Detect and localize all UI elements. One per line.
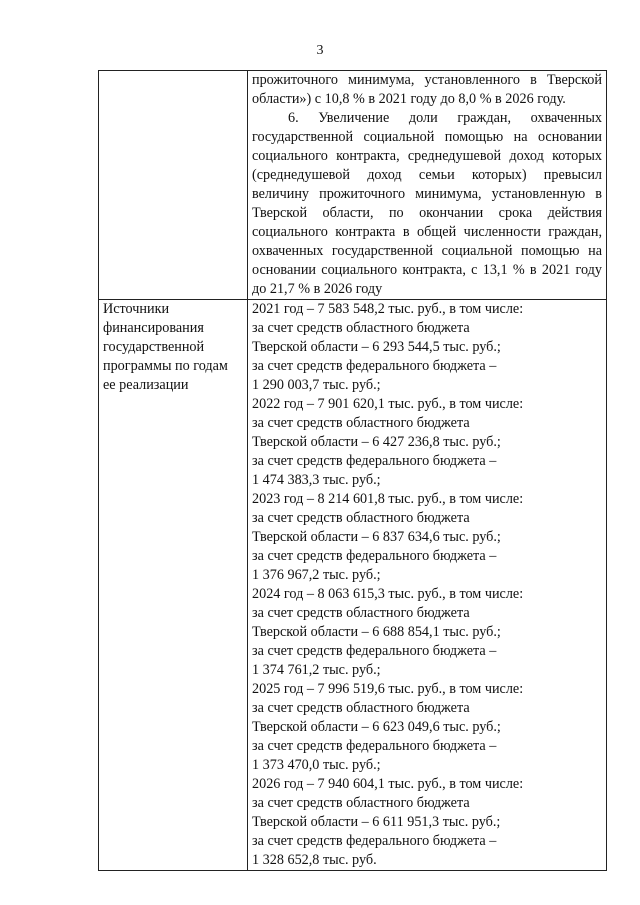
- funding-line: 2024 год – 8 063 615,3 тыс. руб., в том числе:: [252, 586, 524, 602]
- funding-line: 1 328 652,8 тыс. руб.: [252, 852, 377, 868]
- funding-line: 1 376 967,2 тыс. руб.;: [252, 567, 381, 583]
- funding-label-line: программы по годам: [103, 358, 228, 374]
- table-cell-label-empty: [99, 71, 248, 300]
- funding-line: за счет средств областного бюджета: [252, 700, 470, 716]
- funding-line: за счет средств федерального бюджета –: [252, 833, 497, 849]
- funding-label-line: государственной: [103, 339, 205, 355]
- funding-line: Тверской области – 6 837 634,6 тыс. руб.;: [252, 529, 501, 545]
- funding-sources-label-cell: [99, 300, 248, 871]
- funding-line: 2023 год – 8 214 601,8 тыс. руб., в том числе:: [252, 491, 524, 507]
- funding-line: за счет средств федерального бюджета –: [252, 738, 497, 754]
- funding-line: Тверской области – 6 623 049,6 тыс. руб.;: [252, 719, 501, 735]
- funding-line: 1 373 470,0 тыс. руб.;: [252, 757, 381, 773]
- table-row: [99, 71, 607, 300]
- funding-line: за счет средств федерального бюджета –: [252, 358, 497, 374]
- funding-line: 2026 год – 7 940 604,1 тыс. руб., в том числе:: [252, 776, 524, 792]
- funding-line: за счет средств федерального бюджета –: [252, 548, 497, 564]
- funding-line: за счет средств федерального бюджета –: [252, 643, 497, 659]
- funding-line: 1 374 761,2 тыс. руб.;: [252, 662, 381, 678]
- funding-line: 1 290 003,7 тыс. руб.;: [252, 377, 381, 393]
- page-number: 3: [316, 43, 324, 58]
- funding-sources-values-cell: [248, 300, 607, 871]
- funding-line: 2021 год – 7 583 548,2 тыс. руб., в том числе:: [252, 301, 524, 317]
- funding-label-line: финансирования: [103, 320, 204, 336]
- funding-line: за счет средств федерального бюджета –: [252, 453, 497, 469]
- funding-line: 2025 год – 7 996 519,6 тыс. руб., в том числе:: [252, 681, 524, 697]
- funding-line: за счет средств областного бюджета: [252, 415, 470, 431]
- funding-line: за счет средств областного бюджета: [252, 605, 470, 621]
- program-passport-table: [98, 70, 607, 871]
- funding-label-line: Источники: [103, 301, 170, 317]
- funding-line: за счет средств областного бюджета: [252, 795, 470, 811]
- funding-by-year-list: [252, 300, 602, 870]
- funding-line: за счет средств областного бюджета: [252, 320, 470, 336]
- table-cell-targets: [248, 71, 607, 300]
- target-item-6-text: 6. Увеличение доли граждан, охваченных государственной социальной помощью на основании социального контракта, среднедушевой доход которых (среднедушевой доход семьи которых) превысил величину прожиточного минимума, установленную в Тверской области, по окончании срока действия социального контракта в общей численности граждан, охваченных государственной социальной помощью на основании социального контракта, с 13,1 % в 2021 году до 21,7 % в 2026 году: [252, 110, 602, 297]
- funding-label-line: ее реализации: [103, 377, 189, 393]
- funding-line: 1 474 383,3 тыс. руб.;: [252, 472, 381, 488]
- funding-line: Тверской области – 6 293 544,5 тыс. руб.;: [252, 339, 501, 355]
- funding-line: Тверской области – 6 611 951,3 тыс. руб.;: [252, 814, 501, 830]
- table-row: [99, 300, 607, 871]
- funding-line: Тверской области – 6 688 854,1 тыс. руб.;: [252, 624, 501, 640]
- funding-line: Тверской области – 6 427 236,8 тыс. руб.;: [252, 434, 501, 450]
- target-continuation-text: прожиточного минимума, установленного в Тверской области») с 10,8 % в 2021 году до 8,0 % в 2026 году.: [252, 72, 602, 107]
- funding-sources-label: [103, 300, 243, 395]
- funding-line: за счет средств областного бюджета: [252, 510, 470, 526]
- funding-line: 2022 год – 7 901 620,1 тыс. руб., в том числе:: [252, 396, 524, 412]
